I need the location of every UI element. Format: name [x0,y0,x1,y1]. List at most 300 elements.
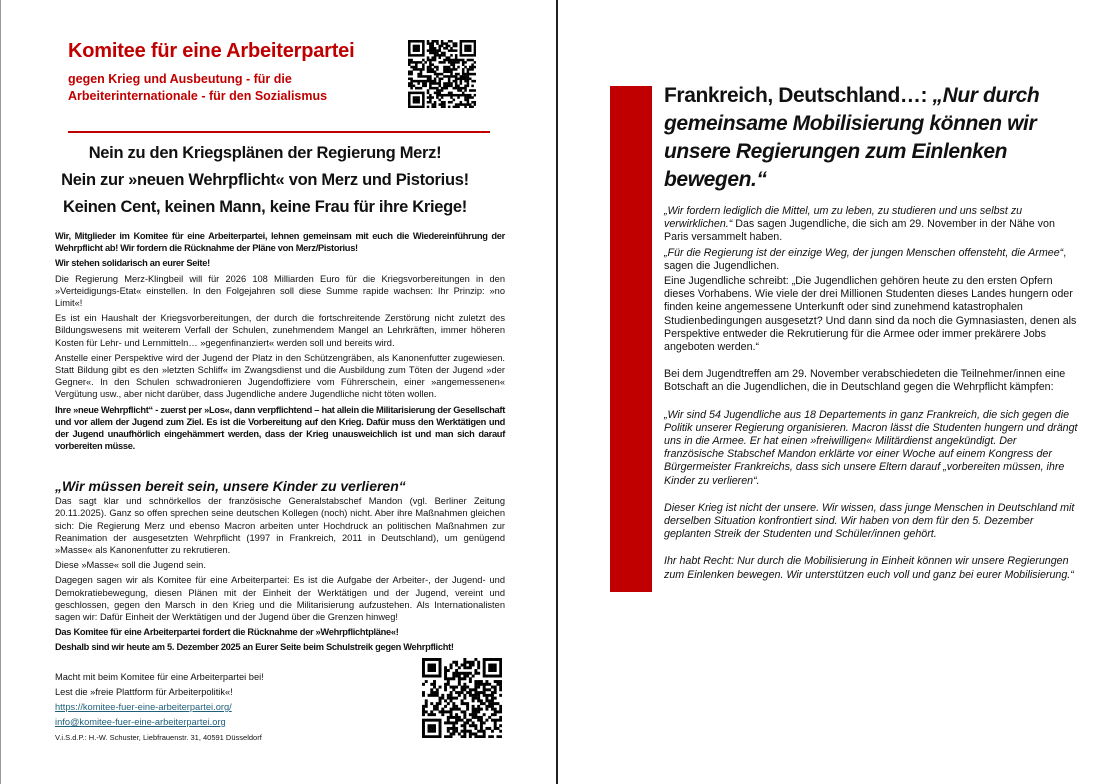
qr-module [441,73,444,76]
qr-module [494,666,497,669]
qr-module [427,101,430,104]
qr-module [488,669,491,672]
qr-module [430,666,433,669]
qr-module [455,85,458,88]
qr-module [467,70,470,73]
qr-module [469,59,472,62]
qr-module [464,106,467,108]
qr-module [453,80,456,83]
qr-module [417,61,420,64]
qr-module [425,699,428,702]
qr-module [415,99,418,102]
qr-module [474,683,477,686]
qr-module [410,82,413,85]
qr-module [480,716,483,719]
qr-module [491,658,494,661]
qr-module [455,103,458,106]
qr-module [422,666,425,669]
qr-module [453,106,456,108]
qr-module [460,103,463,106]
qr-module [462,94,465,97]
qr-module [448,49,451,52]
qr-module [410,106,413,108]
qr-module [466,705,469,708]
qr-module [467,75,470,78]
qr-module [408,96,411,99]
qr-module [474,697,477,700]
qr-module [444,710,447,713]
qr-module [467,49,470,52]
qr-module [417,92,420,95]
qr-module [430,683,433,686]
qr-module [422,713,425,716]
qr-module [429,80,432,83]
qr-module [448,106,451,108]
qr-module [446,85,449,88]
qr-module [436,52,439,55]
qr-module [439,669,442,672]
qr-module [453,42,456,45]
qr-module [408,70,411,73]
qr-module [427,68,430,71]
qr-module [417,99,420,102]
qr-module [483,683,486,686]
qr-module [422,68,425,71]
qr-module [462,70,465,73]
qr-module [436,49,439,52]
strike-line: Deshalb sind wir heute am 5. Dezember 2025 an Eurer Seite beim Schulstreik gegen Wehrpflicht! [55,642,454,653]
qr-module [427,78,430,81]
qr-module [436,708,439,711]
qr-module [455,78,458,81]
qr-module [474,708,477,711]
qr-module [410,85,413,88]
qr-module [413,54,416,57]
qr-module [430,669,433,672]
qr-module [434,70,437,73]
qr-module [472,713,475,716]
qr-module [427,106,430,108]
qr-module [483,694,486,697]
qr-module [461,719,464,722]
qr-module [450,735,453,738]
qr-module [452,688,455,691]
qr-module [469,730,472,733]
qr-module [471,80,474,83]
qr-module [408,59,411,62]
qr-module [447,683,450,686]
qr-module [483,688,486,691]
qr-module [448,75,451,78]
qr-module [461,735,464,738]
qr-module [439,686,442,689]
qr-module [469,694,472,697]
qr-module [448,45,451,48]
qr-module [450,697,453,700]
qr-module [455,727,458,730]
qr-module [463,727,466,730]
qr-module [458,677,461,680]
qr-module [458,672,461,675]
qr-module [427,59,430,62]
qr-module [467,59,470,62]
qr-module [467,45,470,48]
headline: Keinen Cent, keinen Mann, keine Frau für ihre Kriege! [62,198,468,216]
qr-module [431,59,434,62]
qr-module [441,694,444,697]
qr-module [436,694,439,697]
qr-module [488,675,491,678]
title-quote: „Nur durch gemeinsame Mobilisierung können wir unsere Regierungen zum Einlenken bewegen.“ [664,84,1040,191]
qr-module [443,70,446,73]
qr-module [422,705,425,708]
qr-module [433,669,436,672]
qr-module [448,68,451,71]
qr-module [444,699,447,702]
qr-module [461,699,464,702]
qr-module [413,68,416,71]
qr-module [438,103,441,106]
qr-module [491,705,494,708]
qr-module [469,66,472,69]
solidarity-line: Wir stehen solidarisch an eurer Seite! [55,258,210,269]
qr-module [447,694,450,697]
qr-module [474,94,476,97]
qr-module [460,87,463,90]
qr-module [488,688,491,691]
qr-module [439,702,442,705]
qr-module [431,63,434,66]
qr-module [450,713,453,716]
qr-module [463,683,466,686]
qr-module [460,80,463,83]
qr-module [477,730,480,733]
qr-module [469,47,472,50]
qr-module [443,103,446,106]
qr-module [434,106,437,108]
qr-module [452,677,455,680]
qr-module [477,705,480,708]
qr-module [417,87,420,90]
qr-module [427,75,430,78]
qr-module [431,56,434,59]
qr-module [485,675,488,678]
qr-module [433,719,436,722]
qr-module [472,694,475,697]
quote: „Wir fordern lediglich die Mittel, um zu leben, zu studieren und uns selbst zu verwirklichen.“ [664,205,1023,231]
qr-module [429,61,432,64]
qr-module [462,63,465,66]
qr-module [410,70,413,73]
qr-module [413,85,416,88]
qr-module [448,59,451,62]
qr-module [455,686,458,689]
qr-module [474,658,477,661]
qr-module [496,735,499,738]
qr-module [413,106,416,108]
qr-module [488,699,491,702]
qr-module [433,705,436,708]
qr-module [464,54,467,57]
qr-module [455,708,458,711]
qr-module [408,52,411,55]
qr-module [466,686,469,689]
qr-module [471,96,474,99]
qr-module [474,713,477,716]
qr-module [433,724,436,727]
imprint: V.i.S.d.P.: H.-W. Schuster, Liebfrauenstr. 31, 40591 Düsseldorf [55,733,262,742]
org-title: Komitee für eine Arbeiterpartei [68,40,355,62]
qr-module [483,664,486,667]
qr-module [455,716,458,719]
qr-module [425,658,428,661]
qr-module [439,664,442,667]
qr-module [444,705,447,708]
qr-module [422,664,425,667]
qr-module [417,96,420,99]
qr-module [415,87,418,90]
qr-module [415,47,418,50]
qr-module [499,672,502,675]
qr-module [429,82,432,85]
qr-module [425,702,428,705]
qr-module [429,85,432,88]
qr-module [438,73,441,76]
qr-module [471,85,474,88]
qr-module [483,735,486,738]
qr-module [422,672,425,675]
qr-module [417,75,420,78]
qr-module [427,92,430,95]
qr-module [466,721,469,724]
qr-module [450,68,453,71]
qr-module [420,80,423,83]
qr-module [428,719,431,722]
qr-module [499,688,502,691]
qr-module [429,96,432,99]
qr-module [430,730,433,733]
qr-module [458,716,461,719]
qr-module [427,49,430,52]
qr-module [469,96,472,99]
qr-module [467,82,470,85]
qr-module [450,94,453,97]
qr-module [438,99,441,102]
qr-module [474,680,477,683]
qr-module [469,677,472,680]
qr-module [462,87,465,90]
qr-module [469,106,472,108]
qr-module [436,658,439,661]
qr-module [415,101,418,104]
qr-module [446,87,449,90]
qr-module [427,80,430,83]
intro-bold: Wir, Mitglieder im Komitee für eine Arbeiterpartei, lehnen gemeinsam mit euch die Wiedereinführung der Wehrpflicht ab! Wir fordern die Rücknahme der Pläne von Merz/Pistorius! [55,231,505,254]
qr-module [422,727,425,730]
qr-module [474,52,476,55]
qr-module [408,103,411,106]
qr-module [422,42,425,45]
qr-module [438,80,441,83]
qr-module [446,70,449,73]
qr-module [422,724,425,727]
qr-module [458,732,461,735]
qr-module [422,101,425,104]
qr-module [438,61,441,64]
qr-module [483,702,486,705]
qr-module [428,658,431,661]
qr-module [485,719,488,722]
qr-module [422,708,425,711]
website-link[interactable]: https://komitee-fuer-eine-arbeiterpartei.org/ [55,702,232,712]
right-page [558,0,1117,784]
qr-module [433,708,436,711]
qr-module [434,103,437,106]
qr-module [413,61,416,64]
qr-module [448,70,451,73]
qr-module [443,61,446,64]
qr-module [483,675,486,678]
qr-module [463,688,466,691]
left-page [0,0,556,784]
qr-module [499,710,502,713]
qr-module [415,66,418,69]
qr-module [466,708,469,711]
qr-module [477,694,480,697]
qr-module [446,45,449,48]
qr-module [488,658,491,661]
qr-module [472,721,475,724]
qr-module [480,727,483,730]
qr-module [408,78,411,81]
qr-module [467,40,470,43]
qr-module [472,699,475,702]
qr-module [436,735,439,738]
qr-module [460,42,463,45]
qr-module [424,85,427,88]
qr-module [410,78,413,81]
qr-module [469,78,472,81]
qr-module [425,735,428,738]
qr-module [474,89,476,92]
qr-module [469,49,472,52]
qr-module [485,694,488,697]
qr-module [413,47,416,50]
qr-module [477,691,480,694]
qr-module [429,75,432,78]
qr-module [463,675,466,678]
qr-module [494,680,497,683]
qr-module [472,664,475,667]
qr-module [448,82,451,85]
qr-module [436,75,439,78]
qr-module [450,61,453,64]
qr-module [422,82,425,85]
qr-module [491,719,494,722]
text: Das sagen Jugendliche, die sich am 29. November in der Nähe von Paris versammelt haben. [664,218,1055,244]
qr-module [491,697,494,700]
qr-module [438,94,441,97]
qr-module [469,672,472,675]
qr-module [422,54,425,57]
qr-module [428,669,431,672]
qr-module [433,727,436,730]
qr-module [488,694,491,697]
qr-module [463,686,466,689]
quote: „Für die Regierung ist der einzige Weg, der jungen Menschen offensteht, die Armee“ [664,246,1064,259]
qr-module [436,66,439,69]
qr-module [453,45,456,48]
qr-module [463,716,466,719]
qr-module [443,85,446,88]
qr-module [430,719,433,722]
qr-module [460,101,463,104]
qr-module [420,87,423,90]
qr-module [477,710,480,713]
qr-module [499,661,502,664]
qr-module [477,708,480,711]
qr-module [457,61,460,64]
qr-module [463,735,466,738]
qr-module [477,719,480,722]
qr-module [422,96,425,99]
qr-module [431,47,434,50]
qr-module [464,96,467,99]
email-link[interactable]: info@komitee-fuer-eine-arbeiterpartei.org [55,717,226,727]
qr-module [429,99,432,102]
qr-module [448,101,451,104]
qr-module [420,75,423,78]
qr-module [483,661,486,664]
qr-module [494,708,497,711]
qr-module [462,40,465,43]
qr-module [427,96,430,99]
qr-module [415,80,418,83]
qr-module [441,96,444,99]
qr-module [499,730,502,733]
qr-module [428,730,431,733]
qr-module [443,47,446,50]
qr-module [450,92,453,95]
qr-module [471,59,474,62]
qr-module [488,664,491,667]
qr-module [433,666,436,669]
qr-module [443,94,446,97]
qr-module [434,49,437,52]
qr-module [439,735,442,738]
qr-module [433,686,436,689]
qr-module [464,87,467,90]
qr-module [413,40,416,43]
qr-module [429,66,432,69]
qr-module [474,716,477,719]
qr-module [450,721,453,724]
qr-module [422,40,425,43]
qr-module [408,63,411,66]
intro-body [55,230,505,455]
qr-module [408,94,411,97]
qr-module [422,92,425,95]
qr-module [455,719,458,722]
qr-module [408,73,411,76]
qr-module [471,73,474,76]
qr-module [422,52,425,55]
qr-module [480,730,483,733]
qr-module [463,658,466,661]
qr-module [464,73,467,76]
qr-module [461,688,464,691]
qr-module [447,721,450,724]
